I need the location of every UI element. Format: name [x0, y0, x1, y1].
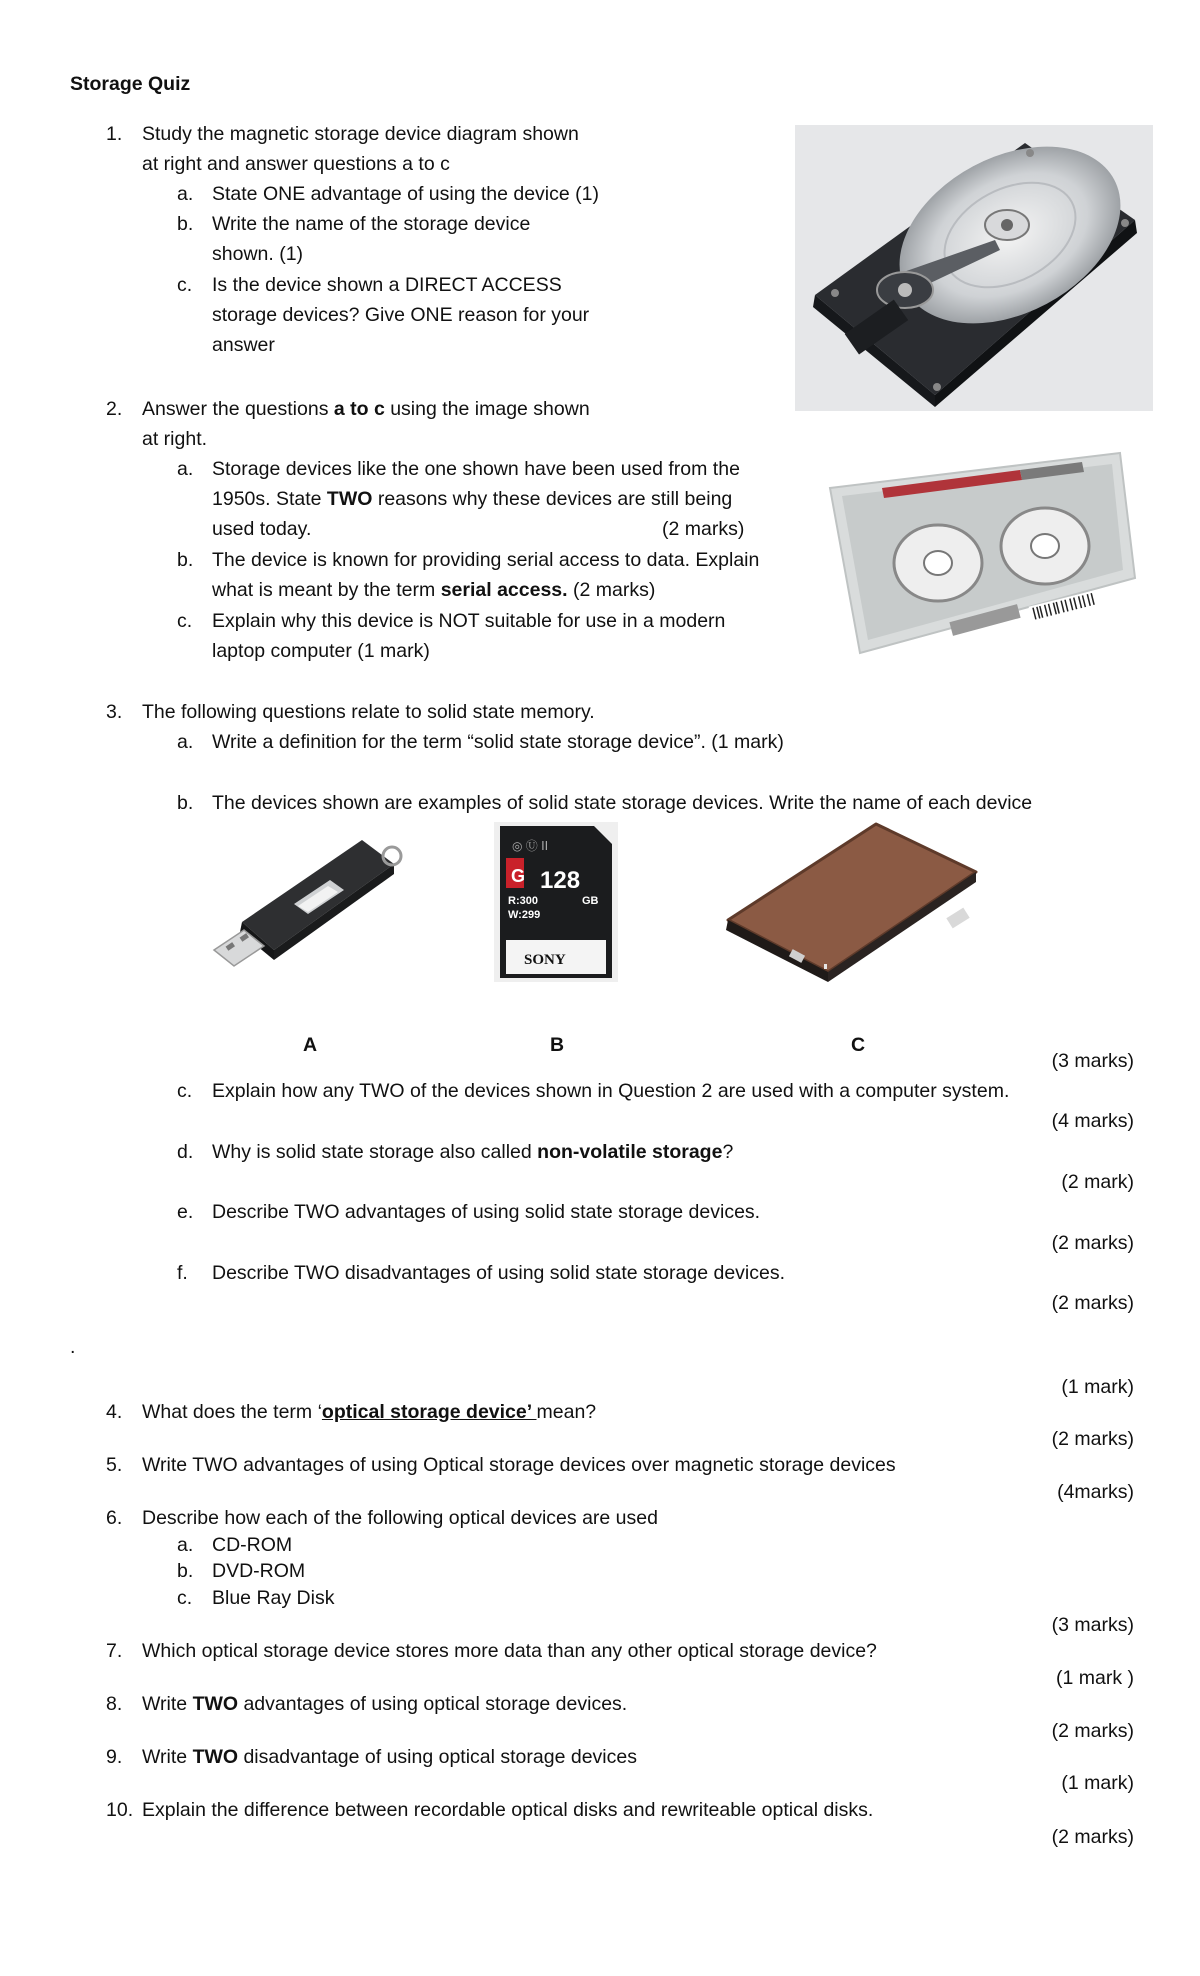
- usb-flash-drive-image: [212, 822, 407, 987]
- hard-disk-drive-image: [795, 125, 1153, 411]
- q10-marks-upper: (1 mark): [1061, 1772, 1134, 1794]
- q6a-label: a.: [177, 1534, 194, 1556]
- q2-number: 2.: [106, 398, 123, 420]
- q1b-text-line2: shown. (1): [212, 243, 304, 265]
- device-label-b: B: [550, 1034, 565, 1056]
- q1c-label: c.: [177, 274, 193, 296]
- q1-text-line1: Study the magnetic storage device diagram shown: [142, 123, 579, 145]
- q1-text-line2: at right and answer questions a to c: [142, 153, 450, 175]
- q3e-label: e.: [177, 1201, 194, 1223]
- q3a-label: a.: [177, 731, 194, 753]
- q10-text: Explain the difference between recordable optical disks and rewriteable optical disks.: [142, 1799, 874, 1821]
- sd-read-text: R:300: [508, 895, 538, 907]
- q2b-label: b.: [177, 549, 194, 571]
- portable-ssd-image: [718, 822, 980, 982]
- q8-text: Write TWO advantages of using optical storage devices.: [142, 1693, 628, 1715]
- q3c-marks: (4 marks): [1051, 1110, 1134, 1132]
- q5-number: 5.: [106, 1454, 123, 1476]
- q2c-text-line2: laptop computer (1 mark): [212, 640, 430, 662]
- q6c-text: Blue Ray Disk: [212, 1587, 335, 1609]
- q6-number: 6.: [106, 1507, 123, 1529]
- q8-marks: (1 mark ): [1056, 1667, 1134, 1689]
- sd-unit-text: GB: [582, 895, 599, 907]
- sd-brand-text: SONY: [524, 952, 566, 968]
- q10-marks-lower: (2 marks): [1051, 1826, 1134, 1848]
- q3c-label: c.: [177, 1080, 193, 1102]
- tape-cartridge-image: [820, 448, 1138, 656]
- q1a-text: State ONE advantage of using the device (1): [212, 183, 599, 205]
- q3a-text: Write a definition for the term “solid state storage device”. (1 mark): [212, 731, 784, 753]
- page-title: Storage Quiz: [70, 73, 191, 95]
- q1c-text-line1: Is the device shown a DIRECT ACCESS: [212, 274, 562, 296]
- q3d-marks: (2 mark): [1061, 1171, 1134, 1193]
- q3e-text: Describe TWO advantages of using solid state storage devices.: [212, 1201, 761, 1223]
- q1a-label: a.: [177, 183, 194, 205]
- q3f-text: Describe TWO disadvantages of using solid state storage devices.: [212, 1262, 786, 1284]
- q6b-label: b.: [177, 1560, 194, 1582]
- q2c-label: c.: [177, 610, 193, 632]
- device-label-c: C: [851, 1034, 866, 1056]
- q3-text: The following questions relate to solid state memory.: [142, 701, 595, 723]
- q7-text: Which optical storage device stores more data than any other optical storage device?: [142, 1640, 877, 1662]
- q2a-text-line1: Storage devices like the one shown have been used from the: [212, 458, 740, 480]
- q2a-text-line2: 1950s. State TWO reasons why these devices are still being: [212, 488, 733, 510]
- q7-number: 7.: [106, 1640, 123, 1662]
- q1b-text-line1: Write the name of the storage device: [212, 213, 531, 235]
- svg-text:G: G: [511, 866, 526, 886]
- q3d-label: d.: [177, 1141, 194, 1163]
- q2a-text-line3: used today.: [212, 518, 312, 540]
- q3f-label: f.: [177, 1262, 188, 1284]
- q4-text: What does the term ‘optical storage device’ mean?: [142, 1401, 597, 1423]
- q6-text: Describe how each of the following optical devices are used: [142, 1507, 658, 1529]
- q2a-marks: (2 marks): [662, 518, 745, 540]
- q5-text: Write TWO advantages of using Optical storage devices over magnetic storage devices: [142, 1454, 896, 1476]
- q9-text: Write TWO disadvantage of using optical storage devices: [142, 1746, 637, 1768]
- q2b-text-line1: The device is known for providing serial access to data. Explain: [212, 549, 760, 571]
- q3-number: 3.: [106, 701, 123, 723]
- q3d-text: Why is solid state storage also called non-volatile storage?: [212, 1141, 734, 1163]
- q9-marks: (2 marks): [1051, 1720, 1134, 1742]
- q6b-text: DVD-ROM: [212, 1560, 306, 1582]
- q2c-text-line1: Explain why this device is NOT suitable for use in a modern: [212, 610, 726, 632]
- q6a-text: CD-ROM: [212, 1534, 293, 1556]
- q2-text-line1: Answer the questions a to c using the image shown: [142, 398, 590, 420]
- q1b-label: b.: [177, 213, 194, 235]
- q3e-marks: (2 marks): [1051, 1232, 1134, 1254]
- q4-number: 4.: [106, 1401, 123, 1423]
- q1-number: 1.: [106, 123, 123, 145]
- q2b-text-line2: what is meant by the term serial access. (2 marks): [212, 579, 656, 601]
- q3b-label: b.: [177, 792, 194, 814]
- q2-text-line2: at right.: [142, 428, 208, 450]
- q3f-marks: (2 marks): [1051, 1292, 1134, 1314]
- stray-dot: .: [70, 1336, 76, 1358]
- q2a-label: a.: [177, 458, 194, 480]
- svg-text:◎ Ⓤ ⅠⅠ: ◎ Ⓤ ⅠⅠ: [512, 839, 549, 853]
- q5-marks: (2 marks): [1051, 1428, 1134, 1450]
- q3b-text: The devices shown are examples of solid state storage devices. Write the name of each device: [212, 792, 1033, 814]
- q1c-text-line3: answer: [212, 334, 275, 356]
- q9-number: 9.: [106, 1746, 123, 1768]
- q6-marks: (4marks): [1057, 1481, 1134, 1503]
- q3c-text: Explain how any TWO of the devices shown in Question 2 are used with a computer system.: [212, 1080, 1010, 1102]
- sd-card-image: [494, 822, 618, 982]
- q10-number: 10.: [106, 1799, 134, 1821]
- q4-marks: (1 mark): [1061, 1376, 1134, 1398]
- q1c-text-line2: storage devices? Give ONE reason for your: [212, 304, 590, 326]
- device-label-a: A: [303, 1034, 318, 1056]
- q3b-marks: (3 marks): [1051, 1050, 1134, 1072]
- q8-number: 8.: [106, 1693, 123, 1715]
- q7-marks: (3 marks): [1051, 1614, 1134, 1636]
- q6c-label: c.: [177, 1587, 193, 1609]
- sd-write-text: W:299: [508, 909, 541, 921]
- sd-capacity-text: 128: [540, 867, 581, 894]
